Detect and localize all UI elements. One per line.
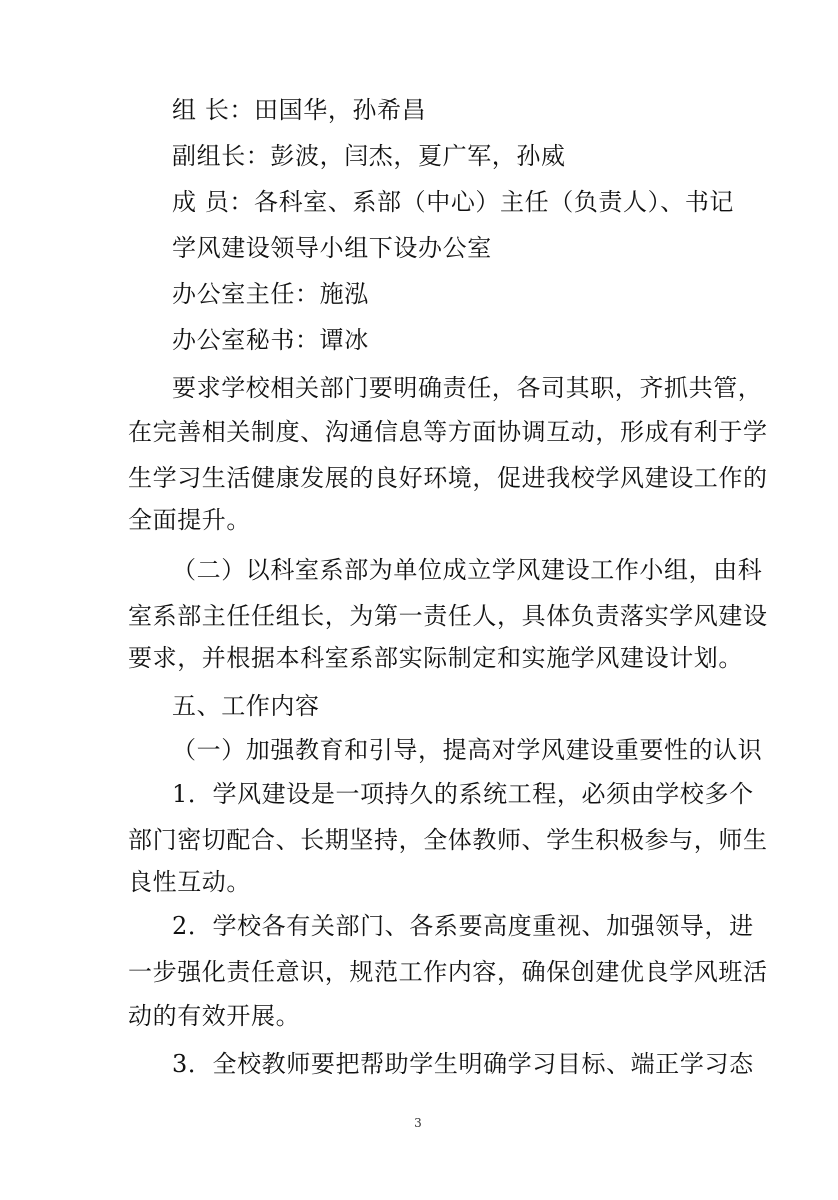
text-line: 部门密切配合、长期坚持，全体教师、学生积极参与，师生	[128, 826, 768, 854]
text-line: 室系部主任任组长，为第一责任人，具体负责落实学风建设	[128, 602, 768, 630]
text-line: 2．学校各有关部门、各系要高度重视、加强领导，进	[172, 912, 754, 940]
text-line: 办公室主任：施泓	[172, 280, 369, 308]
text-line: 要求学校相关部门要明确责任，各司其职，齐抓共管，	[172, 374, 763, 402]
text-line: 学风建设领导小组下设办公室	[172, 234, 492, 262]
text-line: 一步强化责任意识，规范工作内容，确保创建优良学风班活	[128, 958, 768, 986]
page-number: 3	[414, 1116, 422, 1130]
text-line: 动的有效开展。	[128, 1002, 301, 1030]
text-line: 要求，并根据本科室系部实际制定和实施学风建设计划。	[128, 644, 743, 672]
section-heading: 五、工作内容	[172, 692, 320, 720]
text-line: 1．学风建设是一项持久的系统工程，必须由学校多个	[172, 780, 754, 808]
text-line: 办公室秘书：谭冰	[172, 326, 369, 354]
text-line: （一）加强教育和引导，提高对学风建设重要性的认识	[172, 736, 763, 764]
text-line: 副组长：彭波，闫杰，夏广军，孙威	[172, 142, 566, 170]
text-line: 成 员：各科室、系部（中心）主任（负责人）、书记	[172, 188, 735, 216]
text-line: 全面提升。	[128, 506, 251, 534]
text-line: 组 长：田国华，孙希昌	[172, 96, 427, 124]
text-line: 生学习生活健康发展的良好环境，促进我校学风建设工作的	[128, 464, 768, 492]
text-line: 3．全校教师要把帮助学生明确学习目标、端正学习态	[172, 1050, 754, 1078]
text-line: （二）以科室系部为单位成立学风建设工作小组，由科	[172, 556, 763, 584]
text-line: 良性互动。	[128, 868, 251, 896]
text-line: 在完善相关制度、沟通信息等方面协调互动，形成有利于学	[128, 418, 768, 446]
